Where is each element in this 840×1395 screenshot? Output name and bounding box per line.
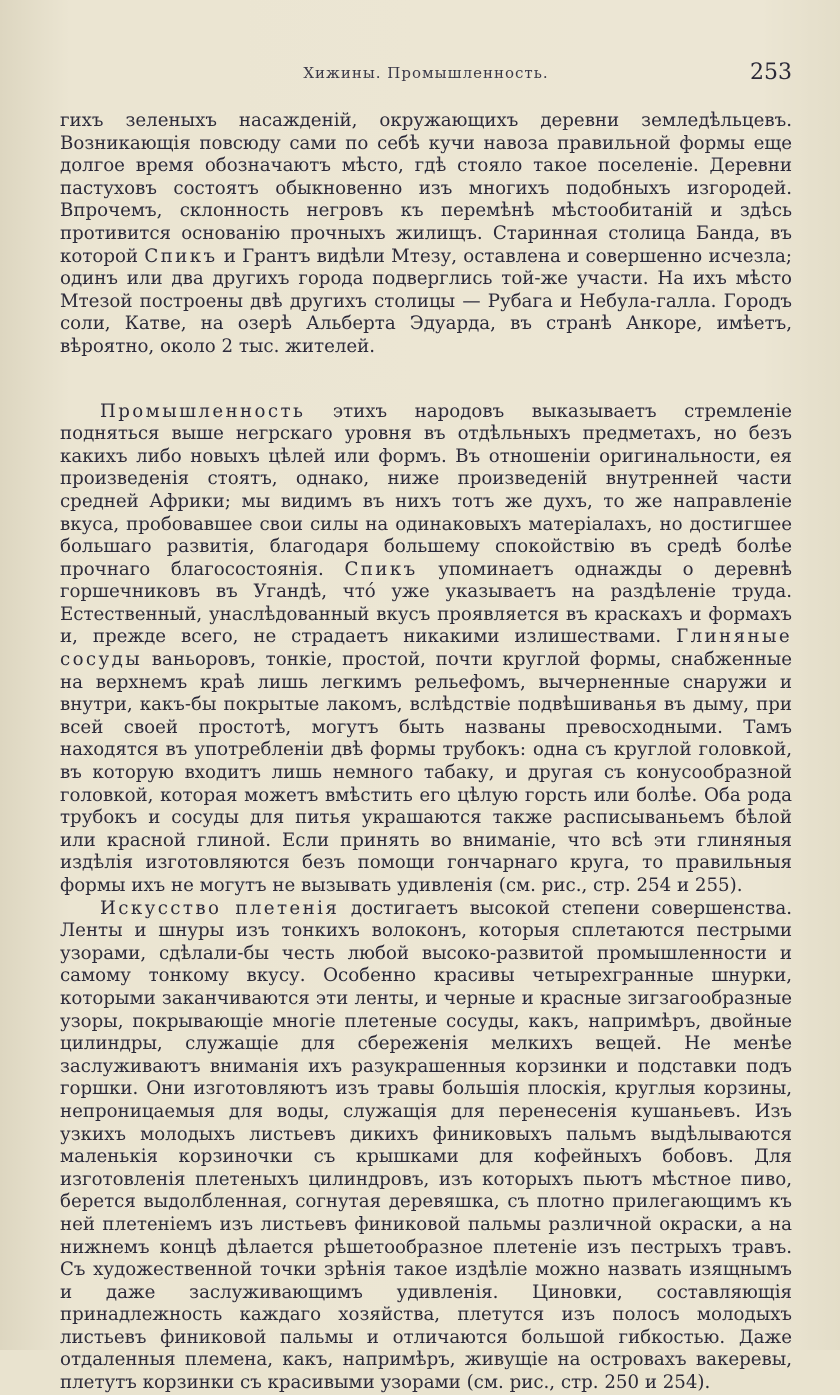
text-span: и Грантъ видѣли Мтезу, оставлена и совершенно исчезла; одинъ или два другихъ города подверглись той-же участи. На ихъ мѣсто Мтезой построены двѣ другихъ столицы — Рубага и Небула-галла. Городъ соли, Катве, на озерѣ Альберта Эдуарда, въ странѣ Анкоре, имѣетъ, вѣроятно, около 2 тыс. жителей. bbox=[60, 245, 792, 357]
text-span: достигаетъ высокой степени совершенства. Ленты и шнуры изъ тонкихъ волоконъ, которыя сплетаются пестрыми узорами, сдѣлали-бы честь любой высоко-развитой промышленности и самому тонкому вкусу. Особенно красивы четырехгранные шнурки, которыми заканчиваются эти ленты, и черные и красные зигзагообразные узоры, покрывающіе многіе плетеные сосуды, какъ, напримѣръ, двойные цилиндры, служащіе для сбереженія мелкихъ вещей. Не менѣе заслуживаютъ вниманія ихъ разукрашенныя корзинки и подставки подъ горшки. Они изготовляютъ изъ травы большія плоскія, круглыя корзины, непроницаемыя для воды, служащія для перенесенія кушаньевъ. Изъ узкихъ молодыхъ листьевъ дикихъ финиковыхъ пальмъ выдѣлываются маленькія корзиночки съ крышками для кофейныхъ бобовъ. Для изготовленія плетеныхъ цилиндровъ, изъ которыхъ пьютъ мѣстное пиво, берется выдолбленная, согнутая деревяшка, съ плотно прилегающимъ къ ней плетеніемъ изъ листьевъ финиковой пальмы различной окраски, а на нижнемъ концѣ дѣлается рѣшетообразное плетеніе изъ пестрыхъ травъ. Съ художественной точки зрѣнія такое издѣліе можно назвать изящнымъ и даже заслуживающимъ удивленія. Циновки, составляющія принадлежность каждаго хозяйства, плетутся изъ полосъ молодыхъ листьевъ финиковой пальмы и отличаются большой гибкостью. Даже отдаленныя племена, какъ, напримѣръ, живущіе на островахъ вакеревы, плетутъ корзинки съ красивыми узорами (см. рис., стр. 250 и 254). bbox=[60, 897, 792, 1394]
paragraph-huts bbox=[60, 110, 792, 359]
body-text bbox=[60, 110, 792, 1395]
text-span: этихъ народовъ выказываетъ стремленіе подняться выше негрскаго уровня въ отдѣльныхъ предметахъ, но безъ какихъ либо новыхъ цѣлей или формъ. Въ отношеніи оригинальности, ея произведенія стоятъ, однако, ниже произведеній внутренней части средней Африки; мы видимъ въ нихъ тотъ же духъ, то же направленіе вкуса, пробовавшее свои силы на одинаковыхъ матеріалахъ, но достигшее большаго развитія, благодаря большему спокойствію въ средѣ болѣе прочнаго благосостоянія. bbox=[60, 400, 792, 580]
spaced-term-industry: Промышленность bbox=[100, 400, 306, 422]
page-number: 253 bbox=[750, 60, 792, 85]
spaced-term-weaving: Искусство плетенія bbox=[100, 897, 340, 919]
running-head: Хижины. Промышленность. bbox=[303, 64, 549, 82]
paragraph-industry bbox=[60, 401, 792, 898]
spaced-term-clay-vessels: Глиняные сосуды bbox=[60, 626, 792, 671]
text-span: ваньоровъ, тонкіе, простой, почти круглой формы, снабженные на верхнемъ краѣ лишь легкимъ рельефомъ, вычерненные снаружи и внутри, какъ-бы покрытые лакомъ, вслѣдствіе подвѣшиванья въ дыму, при всей своей простотѣ, могутъ быть названы превосходными. Тамъ находятся въ употребленіи двѣ формы трубокъ: одна съ круглой головкой, въ которую входитъ лишь немного табаку, и другая съ конусообразной головкой, которая можетъ вмѣстить его цѣлую горсть или болѣе. Оба рода трубокъ и сосуды для питья украшаются также расписываньемъ бѣлой или красной глиной. Если принять во вниманіе, что всѣ эти глиняныя издѣлія изготовляются безъ помощи гончарнаго круга, то правильныя формы ихъ не могутъ не вызывать удивленія (см. рис., стр. 254 и 255). bbox=[60, 649, 792, 896]
spaced-name-speke: Спикъ bbox=[144, 245, 218, 267]
text-span: упоминаетъ однажды о деревнѣ горшечниковъ въ Угандѣ, что́ уже указываетъ на раздѣленіе труда. Естественный, унаслѣдованный вкусъ проявляется въ краскахъ и формахъ и, прежде всего, не страдаетъ никакими излишествами. bbox=[60, 558, 792, 648]
paragraph-weaving bbox=[60, 898, 792, 1395]
page-header bbox=[60, 60, 792, 94]
spaced-name-speke: Спикъ bbox=[344, 558, 418, 580]
text-span: гихъ зеленыхъ насажденій, окружающихъ деревни земледѣльцевъ. Возникающія повсюду сами по себѣ кучи навоза правильной формы еще долгое время обозначаютъ мѣсто, гдѣ стояло такое поселеніе. Деревни пастуховъ состоятъ обыкновенно изъ многихъ подобныхъ изгородей. Впрочемъ, склонность негровъ къ перемѣнѣ мѣстообитаній и здѣсь противится основанію прочныхъ жилищъ. Старинная столица Банда, въ которой bbox=[60, 110, 792, 267]
